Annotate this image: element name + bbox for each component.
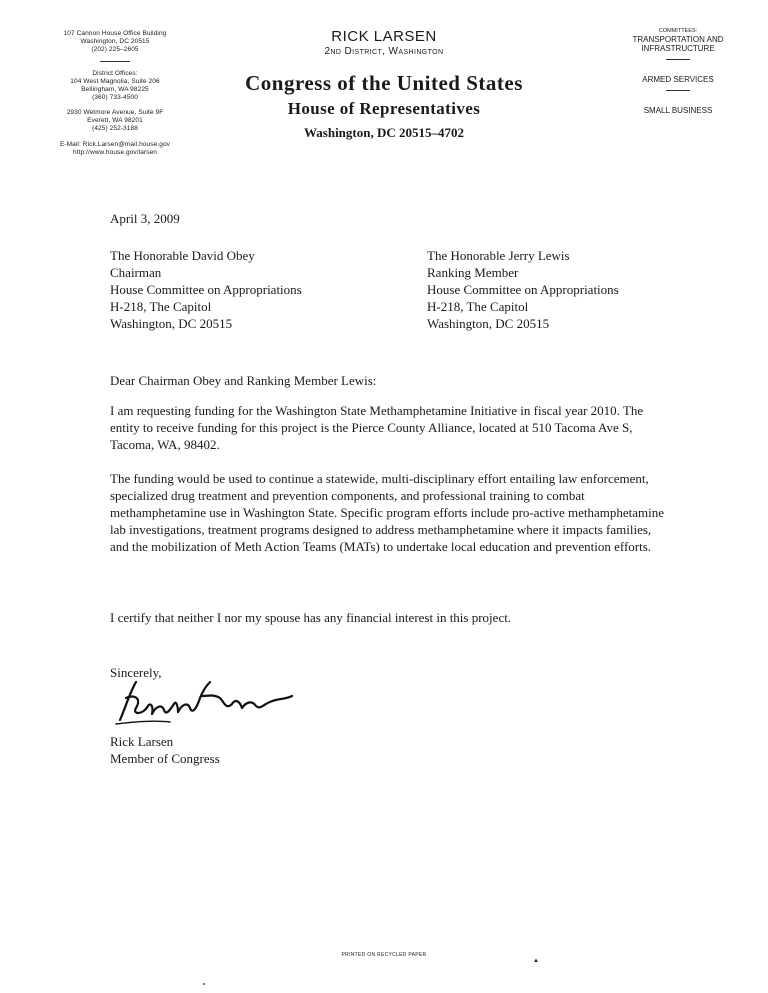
recycle-mark: ▲ bbox=[533, 958, 539, 964]
committee-small-business: SMALL BUSINESS bbox=[643, 106, 713, 115]
recipient-line: Ranking Member bbox=[427, 265, 519, 280]
signer-name: Rick Larsen bbox=[110, 734, 174, 749]
paragraph-certification: I certify that neither I nor my spouse has any financial interest in this project. bbox=[110, 610, 512, 625]
recipient-line: Washington, DC 20515 bbox=[427, 316, 550, 331]
recipient-line: H-218, The Capitol bbox=[110, 299, 212, 314]
website-address: http://www.house.gov/larsen bbox=[73, 149, 157, 156]
committee-armed-services: ARMED SERVICES bbox=[642, 75, 714, 84]
recipient-line: The Honorable David Obey bbox=[110, 248, 255, 263]
handwritten-signature bbox=[112, 676, 297, 736]
district-office-2-line-3: (425) 252-3188 bbox=[92, 125, 138, 132]
house-heading: House of Representatives bbox=[287, 99, 481, 118]
district-office-1-line-2: Bellingham, WA 98225 bbox=[81, 86, 149, 93]
committees-label: COMMITTEES: bbox=[658, 28, 698, 34]
email-address: E-Mail: Rick.Larsen@mail.house.gov bbox=[59, 141, 171, 148]
district-office-2-line-1: 2930 Wetmore Avenue, Suite 9F bbox=[66, 109, 164, 116]
recipient-line: Chairman bbox=[110, 265, 162, 280]
city-heading: Washington, DC 20515–4702 bbox=[304, 125, 464, 140]
district-office-1-line-1: 104 West Magnolia, Suite 206 bbox=[70, 78, 160, 85]
recipient-obey bbox=[110, 247, 302, 332]
dc-office-line-2: Washington, DC 20515 bbox=[80, 38, 150, 45]
congress-heading: Congress of the United States bbox=[245, 71, 523, 95]
district-office-1-line-3: (360) 733-4500 bbox=[92, 94, 138, 101]
recipient-line: Washington, DC 20515 bbox=[110, 316, 233, 331]
district-office-2-line-2: Everett, WA 98201 bbox=[87, 117, 143, 124]
committees-list bbox=[618, 28, 738, 115]
signer-block bbox=[110, 733, 220, 767]
salutation: Dear Chairman Obey and Ranking Member Lewis: bbox=[110, 373, 377, 388]
closing: Sincerely, bbox=[110, 665, 162, 680]
recipient-line: H-218, The Capitol bbox=[427, 299, 529, 314]
recipient-line: The Honorable Jerry Lewis bbox=[427, 248, 570, 263]
district-offices-label: District Offices: bbox=[92, 70, 138, 77]
recipient-lewis bbox=[427, 247, 619, 332]
signer-title: Member of Congress bbox=[110, 751, 220, 766]
district-name: 2nd District, Washington bbox=[324, 46, 444, 57]
paragraph-funding-use: The funding would be used to continue a statewide, multi-disciplinary effort entailing law enforcement, specialized drug treatment and prevention components, and professional training to combat methamphetamine use in Washington State. Specific program efforts include pro-active methamphetamine lab investigations, treatment programs designed to address methamphetamine where it impacts families, and the mobilization of Meth Action Teams (MATs) to undertake local education and prevention efforts. bbox=[110, 471, 665, 554]
representative-name: RICK LARSEN bbox=[331, 28, 437, 45]
divider bbox=[666, 59, 690, 60]
dc-office-line-1: 107 Cannon House Office Building bbox=[63, 30, 167, 37]
dc-office-line-3: (202) 225–2605 bbox=[91, 46, 139, 53]
paragraph-funding-request: I am requesting funding for the Washington State Methamphetamine Initiative in fiscal year 2010. The entity to receive funding for this project is the Pierce County Alliance, located at 510 Tacoma Ave S, Tacoma, WA, 98402. bbox=[110, 403, 644, 452]
letter-date: April 3, 2009 bbox=[110, 211, 180, 226]
recipient-line: House Committee on Appropriations bbox=[110, 282, 302, 297]
recipient-line: House Committee on Appropriations bbox=[427, 282, 619, 297]
scan-speck bbox=[203, 983, 205, 985]
recycled-paper-note: PRINTED ON RECYCLED PAPER bbox=[341, 952, 427, 958]
divider bbox=[666, 90, 690, 91]
committee-transportation: TRANSPORTATION AND INFRASTRUCTURE bbox=[632, 35, 724, 53]
